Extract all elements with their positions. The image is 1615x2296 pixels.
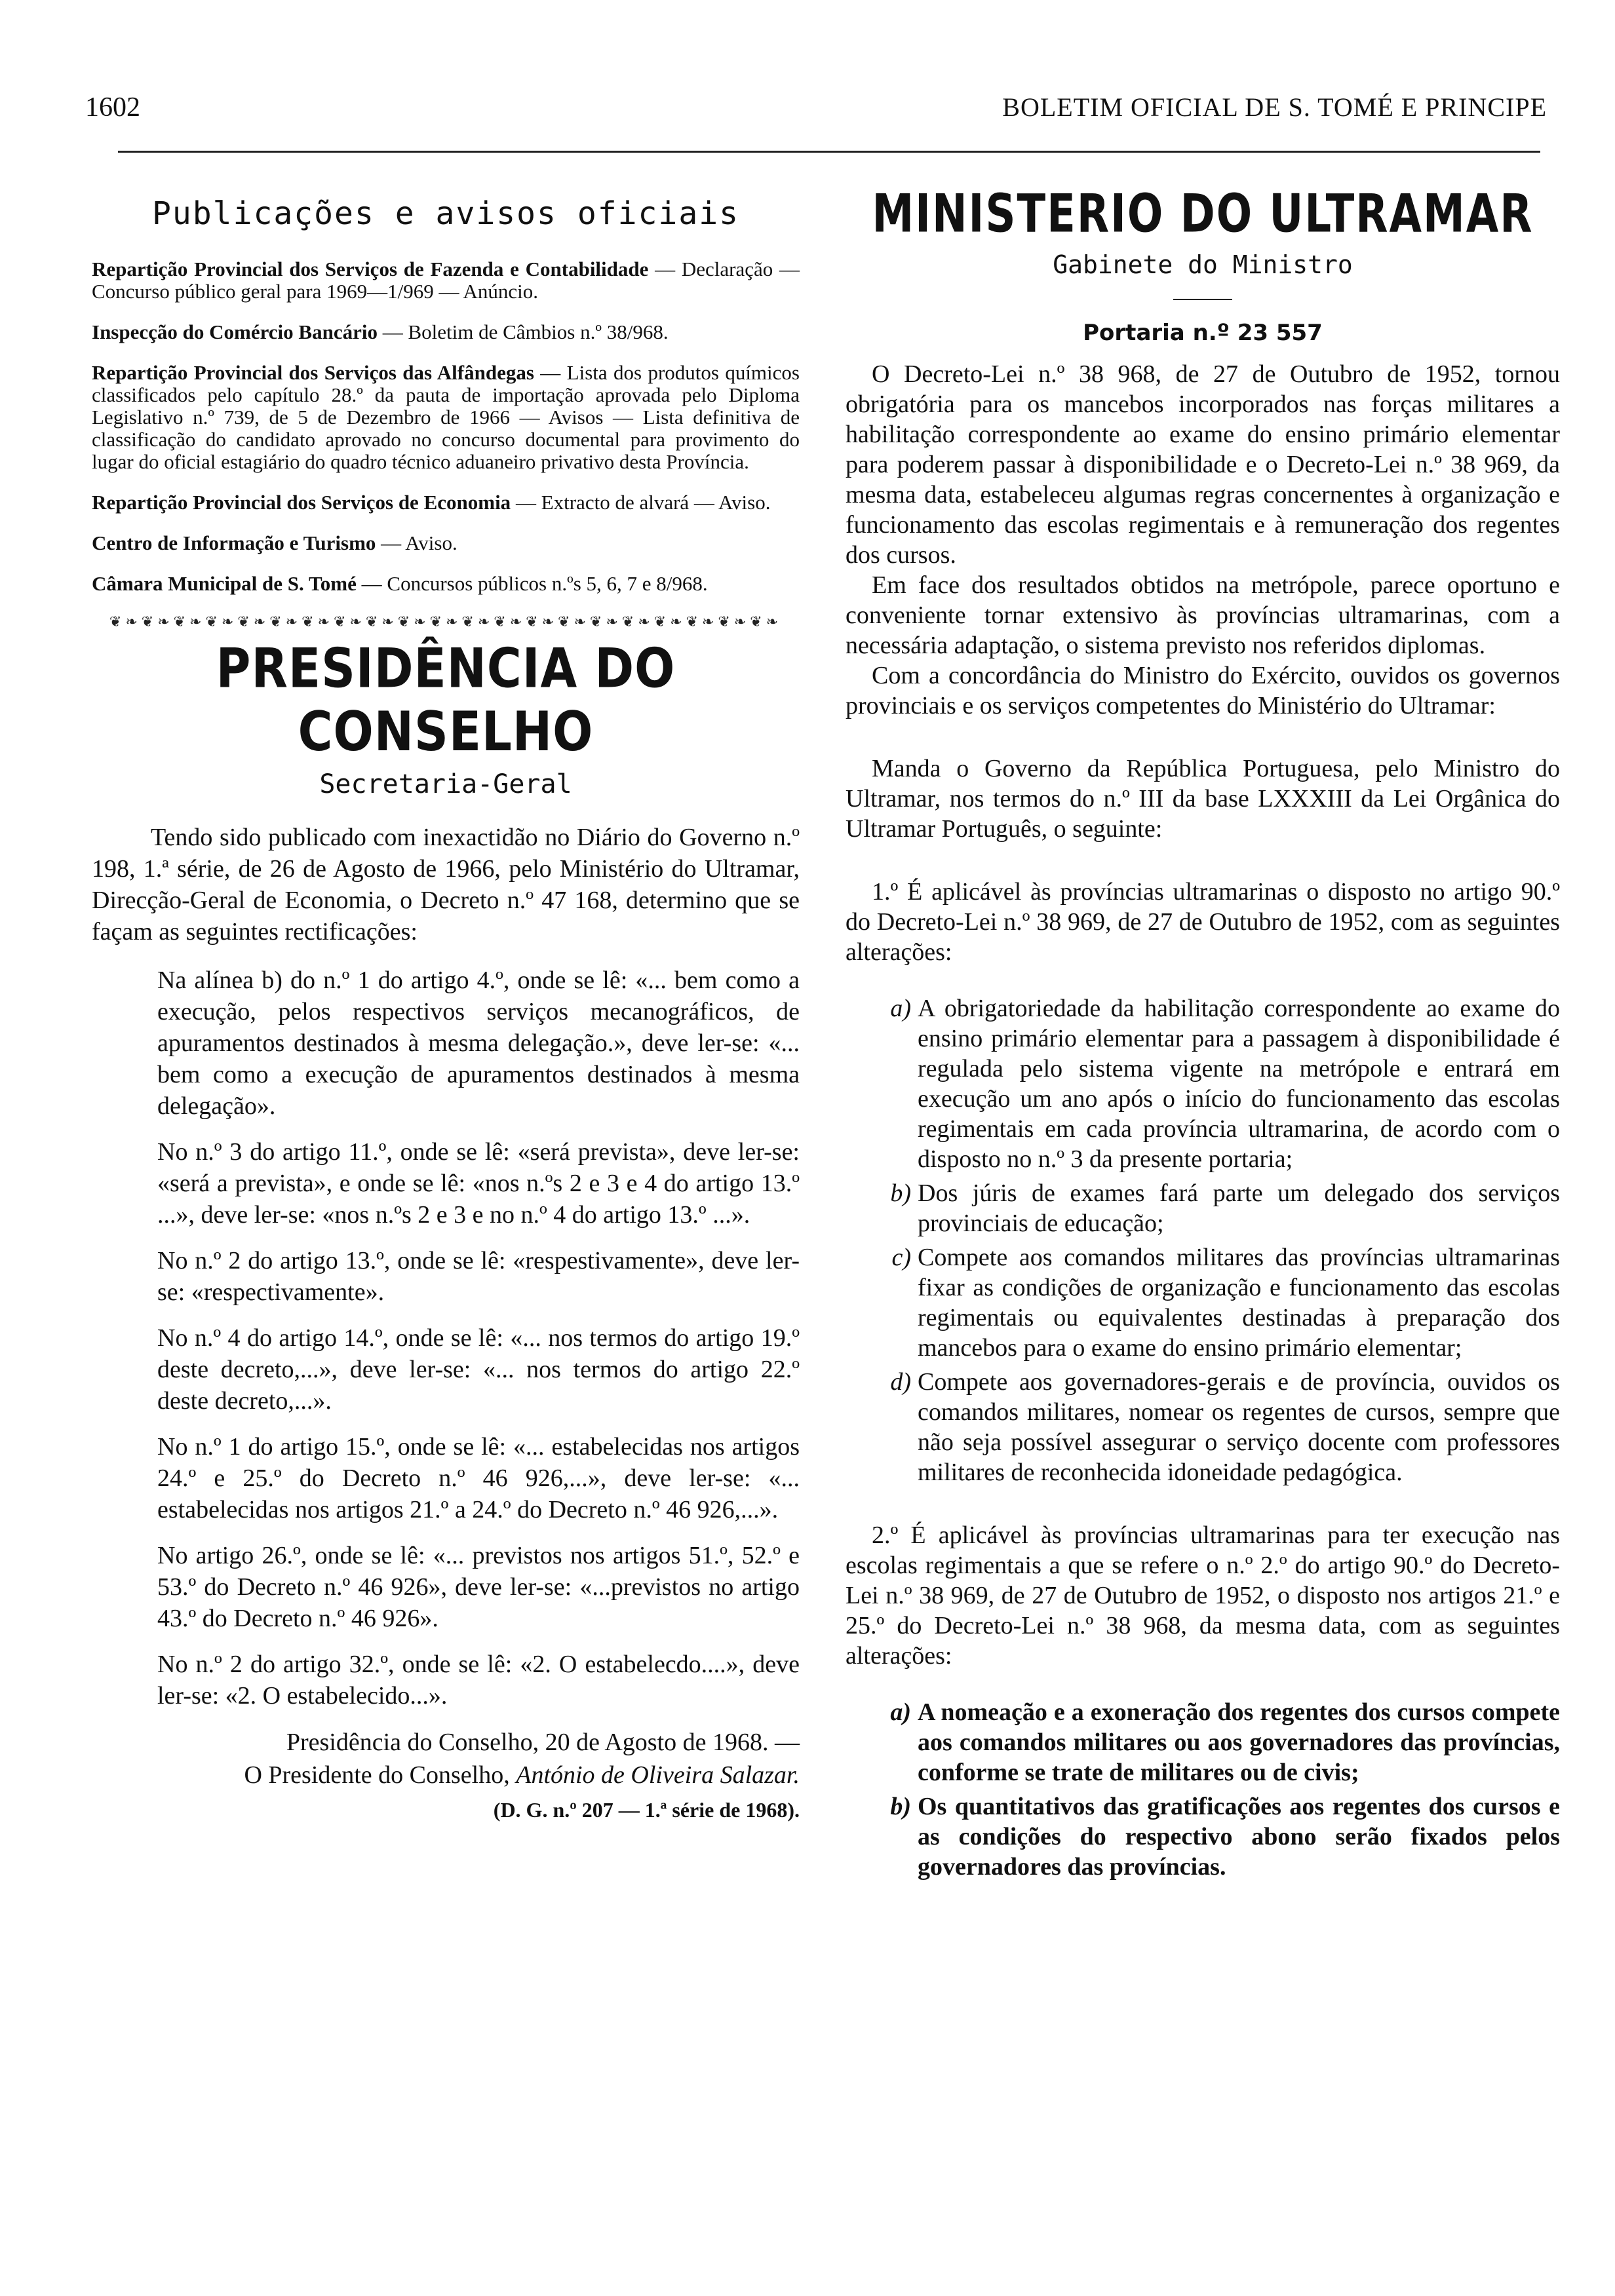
- signature-role: O Presidente do Conselho,: [244, 1761, 510, 1789]
- right-column: [846, 183, 1560, 1886]
- publication-detail: — Extracto de alvará — Aviso.: [515, 491, 771, 514]
- preamble-paragraph: Em face dos resultados obtidos na metrópole, parece oportuno e conveniente tornar extensivo às províncias ultramarinas, com a necessária adaptação, o sistema previsto nos referidos diplomas.: [846, 571, 1560, 659]
- section-title: PRESIDÊNCIA DO CONSELHO: [216, 636, 676, 763]
- article-item: [890, 1697, 1560, 1788]
- item-text: A obrigatoriedade da habilitação correspondente ao exame do ensino primário elementar para a passagem à disponibilidade é regulada pelo sistema vigente na metrópole e entrará em execução um ano após o início do funcionamento das escolas regimentais em cada província ultramarina, de acordo com o disposto no n.º 3 da presente portaria;: [918, 995, 1560, 1173]
- portaria-number: Portaria n.º 23 557: [1083, 320, 1323, 346]
- publication-detail: — Declaração — Concurso público geral para 1969—1/969 — Anúncio.: [92, 258, 800, 303]
- publication-name: Repartição Provincial dos Serviços das Alfândegas: [92, 361, 534, 384]
- running-title: BOLETIM OFICIAL DE S. TOMÉ E PRINCIPE: [1002, 92, 1547, 122]
- publication-entry: [92, 362, 800, 473]
- correction-item: No n.º 4 do artigo 14.º, onde se lê: «... nos termos do artigo 19.º deste decreto,...», deve ler-se: «... nos termos do artigo 22.º deste decreto,...».: [157, 1324, 800, 1415]
- ministry-title: MINISTERIO DO ULTRAMAR: [872, 183, 1534, 245]
- article-item: [890, 993, 1560, 1174]
- signature-line: [92, 1759, 800, 1791]
- preamble-paragraph: Com a concordância do Ministro do Exército, ouvidos os governos provinciais e os serviços competentes do Ministério do Ultramar:: [846, 662, 1560, 719]
- publication-entry: [92, 491, 800, 514]
- article-2-items: [846, 1697, 1560, 1882]
- item-label: b): [890, 1793, 911, 1820]
- short-divider: [1173, 299, 1232, 300]
- page-number: 1602: [85, 92, 140, 123]
- preamble-paragraph: O Decreto-Lei n.º 38 968, de 27 de Outubro de 1952, tornou obrigatória para os mancebos incorporados nas forças militares a habilitação correspondente ao exame do ensino primário elementar para poderem passar à disponibilidade e o Decreto-Lei n.º 38 969, da mesma data, estabeleceu algumas regras concernentes à organização e funcionamento das escolas regimentais e à remuneração dos regentes dos cursos.: [846, 360, 1560, 569]
- publication-detail: — Boletim de Câmbios n.º 38/968.: [382, 320, 669, 343]
- signature-block: [92, 1726, 800, 1791]
- article-2: 2.º É aplicável às províncias ultramarinas para ter execução nas escolas regimentais a que se refere o n.º 2.º do artigo 90.º do Decreto-Lei n.º 38 969, de 27 de Outubro de 1952, o disposto nos artigos 21.º e 25.º do Decreto-Lei n.º 38 968, da mesma data, com as seguintes alterações:: [846, 1521, 1560, 1670]
- signature-name: António de Oliveira Salazar.: [516, 1761, 800, 1789]
- correction-item: No n.º 2 do artigo 13.º, onde se lê: «respestivamente», deve ler-se: «respectivamente».: [157, 1247, 800, 1306]
- publications-list: [92, 258, 800, 595]
- correction-item: No artigo 26.º, onde se lê: «... previstos nos artigos 51.º, 52.º e 53.º do Decreto n.º 46 926», deve ler-se: «...previstos no artigo 43.º do Decreto n.º 46 926».: [157, 1542, 800, 1632]
- left-column: [92, 190, 800, 1822]
- item-text: A nomeação e a exoneração dos regentes dos cursos compete aos comandos militares ou aos governadores das províncias, conforme se trate de militares ou de civis;: [918, 1698, 1560, 1786]
- publication-detail: — Aviso.: [381, 531, 457, 554]
- item-label: c): [891, 1244, 911, 1271]
- article-item: [890, 1178, 1560, 1238]
- item-label: a): [890, 1698, 911, 1726]
- signature-date: Presidência do Conselho, 20 de Agosto de 1968. —: [286, 1729, 800, 1756]
- publication-detail: — Lista dos produtos químicos classificados pelo capítulo 28.º da pauta de importação aprovada pelo Diploma Legislativo n.º 739, de 5 de Dezembro de 1966 — Avisos — Lista definitiva de classificação do candidato aprovado no concurso documental para provimento do lugar do oficial estagiário do quadro técnico aduaneiro privativo desta Província.: [92, 361, 800, 473]
- article-item: [891, 1242, 1560, 1363]
- publication-detail: — Concursos públicos n.ºs 5, 6, 7 e 8/968.: [361, 572, 708, 595]
- publication-name: Repartição Provincial dos Serviços de Fazenda e Contabilidade: [92, 258, 649, 280]
- item-label: d): [890, 1368, 911, 1396]
- item-label: a): [890, 995, 911, 1022]
- manda-paragraph: Manda o Governo da República Portuguesa, pelo Ministro do Ultramar, nos termos do n.º III da base LXXXIII da Lei Orgânica do Ultramar Português, o seguinte:: [846, 755, 1560, 843]
- item-label: b): [890, 1179, 911, 1207]
- item-text: Compete aos governadores-gerais e de província, ouvidos os comandos militares, nomear os regentes de cursos, sempre que não seja possível assegurar o serviço docente com professores militares de reconhecida idoneidade pedagógica.: [918, 1368, 1560, 1486]
- publication-name: Câmara Municipal de S. Tomé: [92, 572, 357, 595]
- publication-entry: [92, 532, 800, 554]
- source-reference: (D. G. n.º 207 — 1.ª série de 1968).: [493, 1798, 800, 1822]
- correction-item: No n.º 2 do artigo 32.º, onde se lê: «2. O estabelecdo....», deve ler-se: «2. O estabelecido...».: [157, 1651, 800, 1710]
- publication-entry: [92, 321, 800, 343]
- article-item: [890, 1367, 1560, 1487]
- publication-name: Inspecção do Comércio Bancário: [92, 320, 378, 343]
- header-rule: [118, 151, 1540, 153]
- correction-item: No n.º 3 do artigo 11.º, onde se lê: «será prevista», deve ler-se: «será a prevista», e onde se lê: «nos n.ºs 2 e 3 e 4 do artigo 13.º ...», deve ler-se: «nos n.ºs 2 e 3 e no n.º 4 do artigo 13.º ...».: [157, 1138, 800, 1229]
- section-subtitle: Secretaria-Geral: [319, 769, 572, 799]
- cabinet-subtitle: Gabinete do Ministro: [1053, 250, 1353, 279]
- item-text: Compete aos comandos militares das províncias ultramarinas fixar as condições de organização e funcionamento das escolas regimentais ou equivalentes destinadas à preparação dos mancebos para o exame do ensino primário elementar;: [918, 1244, 1560, 1362]
- correction-item: Na alínea b) do n.º 1 do artigo 4.º, onde se lê: «... bem como a execução, pelos respectivos serviços mecanográficos, de apuramentos destinados à mesma delegação.», deve ler-se: «... bem como a execução de apuramentos destinados à mesma delegação».: [157, 966, 800, 1120]
- article-item: [890, 1791, 1560, 1882]
- publication-name: Centro de Informação e Turismo: [92, 531, 376, 554]
- article-1-items: [846, 993, 1560, 1487]
- article-1: 1.º É aplicável às províncias ultramarinas o disposto no artigo 90.º do Decreto-Lei n.º 38 969, de 27 de Outubro de 1952, com as seguintes alterações:: [846, 878, 1560, 966]
- page-header: [85, 92, 1547, 138]
- publication-entry: [92, 573, 800, 595]
- publications-title: Publicações e avisos oficiais: [151, 195, 740, 232]
- correction-item: No n.º 1 do artigo 15.º, onde se lê: «... estabelecidas nos artigos 24.º e 25.º do Decreto n.º 46 926,...», deve ler-se: «... estabelecidas nos artigos 21.º a 24.º do Decreto n.º 46 926,...».: [157, 1433, 800, 1523]
- publication-name: Repartição Provincial dos Serviços de Economia: [92, 491, 511, 514]
- publication-entry: [92, 258, 800, 303]
- item-text: Os quantitativos das gratificações aos regentes dos cursos e as condições do respectivo abono serão fixados pelos governadores das províncias.: [918, 1793, 1560, 1881]
- item-text: Dos júris de exames fará parte um delegado dos serviços provinciais de educação;: [918, 1179, 1560, 1237]
- intro-paragraph: Tendo sido publicado com inexactidão no Diário do Governo n.º 198, 1.ª série, de 26 de Agosto de 1966, pelo Ministério do Ultramar, Direcção-Geral de Economia, o Decreto n.º 47 168, determino que se façam as seguintes rectificações:: [92, 824, 800, 946]
- ornamental-divider: ❦❧❦❧❦❧❦❧❦❧❦❧❦❧❦❧❦❧❦❧❦❧❦❧❦❧❦❧❦❧❦❧❦❧❦❧❦❧❦❧❦❧: [109, 613, 783, 630]
